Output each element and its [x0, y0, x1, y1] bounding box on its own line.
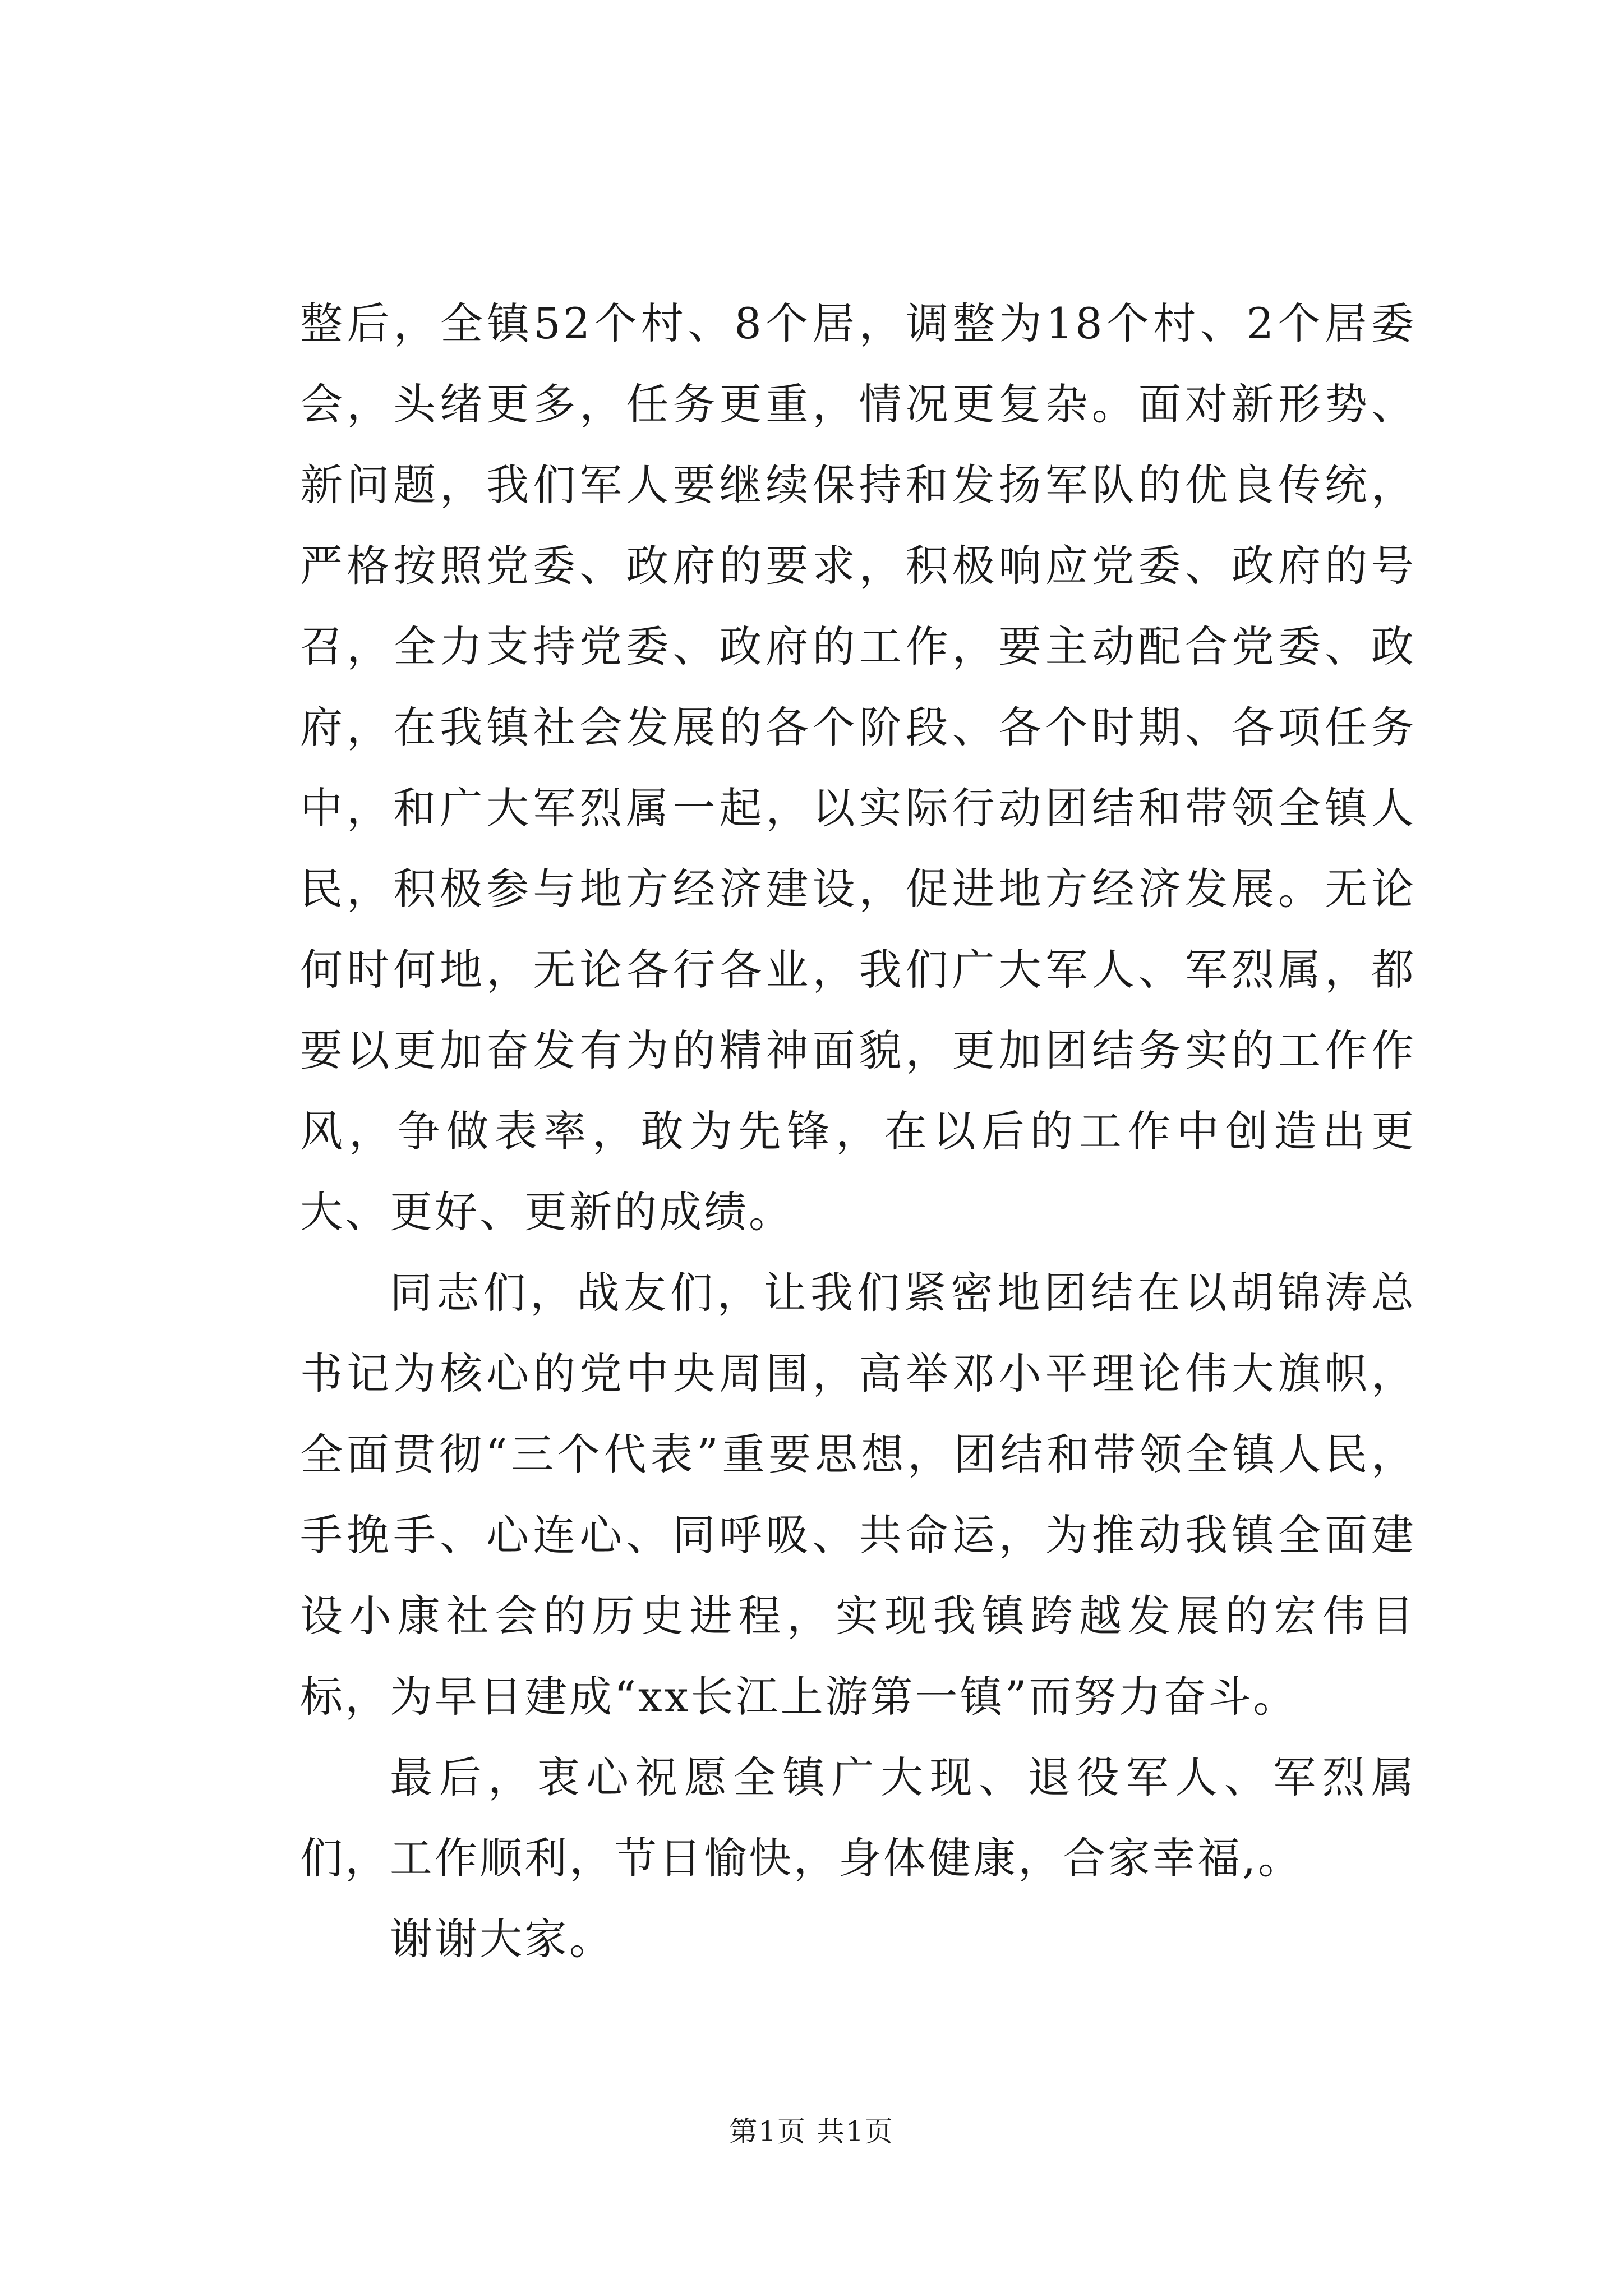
paragraph-call-to-unity: 同志们，战友们，让我们紧密地团结在以胡锦涛总书记为核心的党中央周围，高举邓小平理论伟大旗帜，全面贯彻“三个代表”重要思想，团结和带领全镇人民，手挽手、心连心、同呼吸、共命运，为推动我镇全面建设小康社会的历史进程，实现我镇跨越发展的宏伟目标，为早日建成“xx长江上游第一镇”而努力奋斗。: [300, 1268, 1416, 1722]
paragraph-thanks: 谢谢大家。: [390, 1914, 614, 1964]
paragraph-continuation: 整后，全镇52个村、8个居，调整为18个村、2个居委会，头绪更多，任务更重，情况更复杂。面对新形势、新问题，我们军人要继续保持和发扬军队的优良传统，严格按照党委、政府的要求，积极响应党委、政府的号召，全力支持党委、政府的工作，要主动配合党委、政府，在我镇社会发展的各个阶段、各个时期、各项任务中，和广大军烈属一起，以实际行动团结和带领全镇人民，积极参与地方经济建设，促进地方经济发展。无论何时何地，无论各行各业，我们广大军人、军烈属，都要以更加奋发有为的精神面貌，更加团结务实的工作作风，争做表率，敢为先锋，在以后的工作中创造出更大、更好、更新的成绩。: [300, 298, 1416, 1237]
paragraph-closing-wishes: 最后，衷心祝愿全镇广大现、退役军人、军烈属们，工作顺利，节日愉快，身体健康，合家幸福,。: [300, 1752, 1416, 1883]
page-number-footer: 第1页 共1页: [729, 2115, 894, 2148]
document-body: [300, 283, 1416, 1980]
